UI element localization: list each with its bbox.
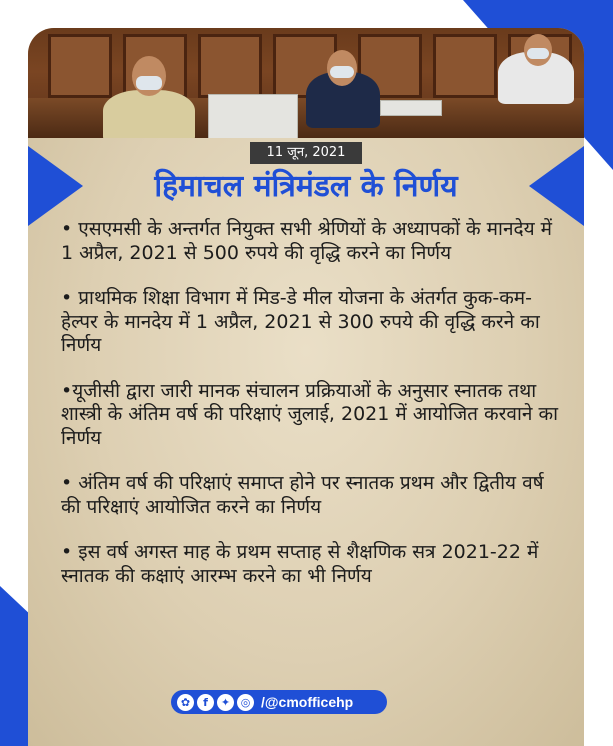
instagram-icon[interactable]: ◎ (237, 694, 254, 711)
decision-item: • अंतिम वर्ष की परिक्षाएं समाप्त होने पर स्नातक प्रथम और द्वितीय वर्ष की परिक्षाएं आयोजित करने का निर्णय (61, 472, 544, 518)
decision-item: • इस वर्ष अगस्त माह के प्रथम सप्ताह से शैक्षणिक सत्र 2021-22 में स्नातक की कक्षाएं आरम्भ करने का भी निर्णय (61, 541, 539, 587)
decision-item: • प्राथमिक शिक्षा विभाग में मिड-डे मील योजना के अंतर्गत कुक-कम-हेल्पर के मानदेय में 1 अप्रैल, 2021 से 300 रुपये की वृद्धि करने का निर्णय (61, 287, 540, 356)
page-title: हिमाचल मंत्रिमंडल के निर्णय (154, 169, 458, 204)
twitter-icon[interactable]: ✦ (217, 694, 234, 711)
poster-card (28, 28, 584, 746)
decision-item: • एसएमसी के अन्तर्गत नियुक्त सभी श्रेणियों के अध्यापकों के मानदेय में 1 अप्रैल, 2021 से 500 रुपये की वृद्धि करने का निर्णय (61, 218, 553, 264)
social-handle[interactable]: /@cmofficehp (261, 694, 354, 710)
cabinet-meeting-photo (28, 28, 584, 138)
social-footer (171, 690, 387, 714)
facebook-icon[interactable]: f (197, 694, 214, 711)
decision-list (61, 218, 566, 610)
date-badge: 11 जून, 2021 (250, 142, 362, 164)
koo-icon[interactable]: ✿ (177, 694, 194, 711)
decision-item: •यूजीसी द्वारा जारी मानक संचालन प्रक्रियाओं के अनुसार स्नातक तथा शास्त्री के अंतिम वर्ष की परिक्षाएं जुलाई, 2021 में आयोजित करवाने का निर्णय (61, 379, 558, 449)
